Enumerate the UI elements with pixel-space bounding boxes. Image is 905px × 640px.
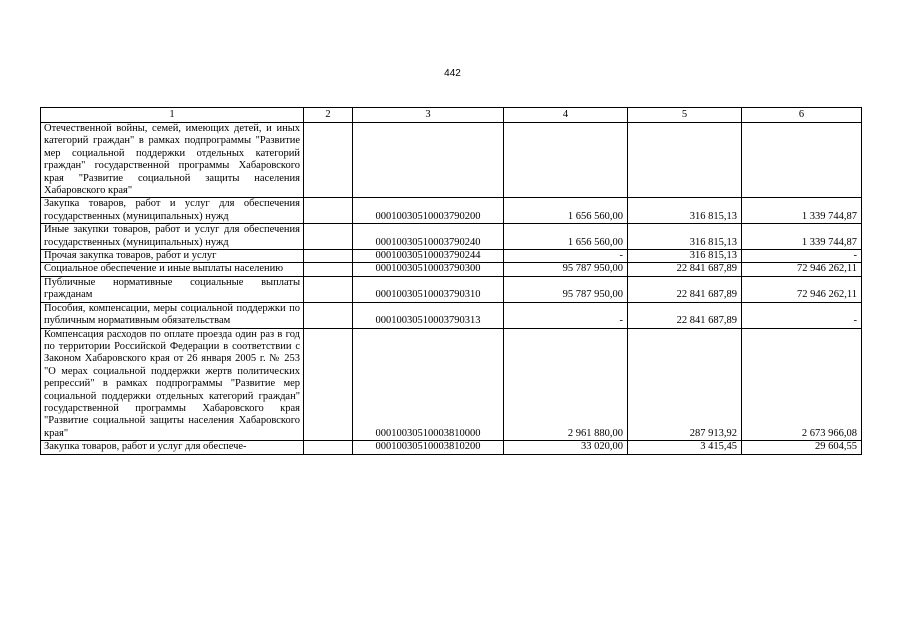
row-amount-col-5: 22 841 687,89: [628, 276, 742, 302]
row-description: Иные закупки товаров, работ и услуг для обеспечения государственных (муниципальных) нужд: [41, 224, 304, 250]
row-col-2: [304, 441, 353, 454]
row-amount-col-4: 95 787 950,00: [504, 263, 628, 276]
row-amount-col-6: 2 673 966,08: [742, 328, 862, 441]
row-col-2: [304, 198, 353, 224]
row-code: 00010030510003810000: [353, 328, 504, 441]
row-col-2: [304, 263, 353, 276]
row-amount-col-4: 33 020,00: [504, 441, 628, 454]
row-code: 00010030510003790310: [353, 276, 504, 302]
row-amount-col-6: -: [742, 250, 862, 263]
row-description: Закупка товаров, работ и услуг для обеспечения государственных (муниципальных) нужд: [41, 198, 304, 224]
row-amount-col-4: 1 656 560,00: [504, 224, 628, 250]
row-description: Социальное обеспечение и иные выплаты населению: [41, 263, 304, 276]
row-col-2: [304, 276, 353, 302]
table-row: [41, 441, 862, 454]
header-col-6: 6: [742, 108, 862, 123]
row-amount-col-6: -: [742, 302, 862, 328]
header-col-3: 3: [353, 108, 504, 123]
row-description: Пособия, компенсации, меры социальной поддержки по публичным нормативным обязательствам: [41, 302, 304, 328]
row-amount-col-6: 29 604,55: [742, 441, 862, 454]
row-amount-col-5: 22 841 687,89: [628, 263, 742, 276]
row-amount-col-6: 1 339 744,87: [742, 198, 862, 224]
row-amount-col-4: 95 787 950,00: [504, 276, 628, 302]
row-amount-col-6: 1 339 744,87: [742, 224, 862, 250]
row-col-2: [304, 328, 353, 441]
table-row: [41, 328, 862, 441]
header-col-4: 4: [504, 108, 628, 123]
row-amount-col-4: -: [504, 302, 628, 328]
row-amount-col-5: 316 815,13: [628, 198, 742, 224]
row-code: 00010030510003790240: [353, 224, 504, 250]
row-amount-col-4: 2 961 880,00: [504, 328, 628, 441]
row-amount-col-5: 316 815,13: [628, 250, 742, 263]
table-row: [41, 198, 862, 224]
row-col-2: [304, 302, 353, 328]
header-col-1: 1: [41, 108, 304, 123]
row-code: 00010030510003790313: [353, 302, 504, 328]
row-code: 00010030510003790244: [353, 250, 504, 263]
row-col-2: [304, 224, 353, 250]
row-amount-col-4: -: [504, 250, 628, 263]
table-row: [41, 224, 862, 250]
budget-table: [40, 107, 862, 455]
row-amount-col-5: 22 841 687,89: [628, 302, 742, 328]
row-code: 00010030510003810200: [353, 441, 504, 454]
row-amount-col-6: 72 946 262,11: [742, 263, 862, 276]
row-description: Отечественной войны, семей, имеющих детей, и иных категорий граждан" в рамках подпрограммы "Развитие мер социальной поддержки отдельных категорий граждан" государственной программы Хабаровского края "Развитие социальной защиты населения Хабаровского края": [41, 123, 304, 198]
header-col-2: 2: [304, 108, 353, 123]
row-amount-col-6: [742, 123, 862, 198]
row-col-2: [304, 123, 353, 198]
table-row: [41, 263, 862, 276]
budget-table-wrapper: [40, 107, 862, 640]
row-description: Компенсация расходов по оплате проезда один раз в год по территории Российской Федерации в соответствии с Законом Хабаровского края от 26 января 2005 г. № 253 "О мерах социальной поддержки жертв политических репрессий" в рамках подпрограммы "Развитие мер социальной поддержки отдельных категорий граждан" государственной программы Хабаровского края "Развитие социальной защиты населения Хабаровского края": [41, 328, 304, 441]
row-description: Прочая закупка товаров, работ и услуг: [41, 250, 304, 263]
table-row: [41, 302, 862, 328]
row-code: [353, 123, 504, 198]
row-description: Закупка товаров, работ и услуг для обеспече-: [41, 441, 304, 454]
table-row: [41, 123, 862, 198]
row-amount-col-5: [628, 123, 742, 198]
row-amount-col-5: 316 815,13: [628, 224, 742, 250]
row-amount-col-5: 287 913,92: [628, 328, 742, 441]
row-amount-col-5: 3 415,45: [628, 441, 742, 454]
table-row: [41, 250, 862, 263]
row-amount-col-4: 1 656 560,00: [504, 198, 628, 224]
row-description: Публичные нормативные социальные выплаты гражданам: [41, 276, 304, 302]
table-row: [41, 276, 862, 302]
row-amount-col-4: [504, 123, 628, 198]
table-header-row: [41, 108, 862, 123]
row-code: 00010030510003790300: [353, 263, 504, 276]
row-col-2: [304, 250, 353, 263]
row-code: 00010030510003790200: [353, 198, 504, 224]
row-amount-col-6: 72 946 262,11: [742, 276, 862, 302]
page-number: 442: [444, 68, 461, 79]
header-col-5: 5: [628, 108, 742, 123]
